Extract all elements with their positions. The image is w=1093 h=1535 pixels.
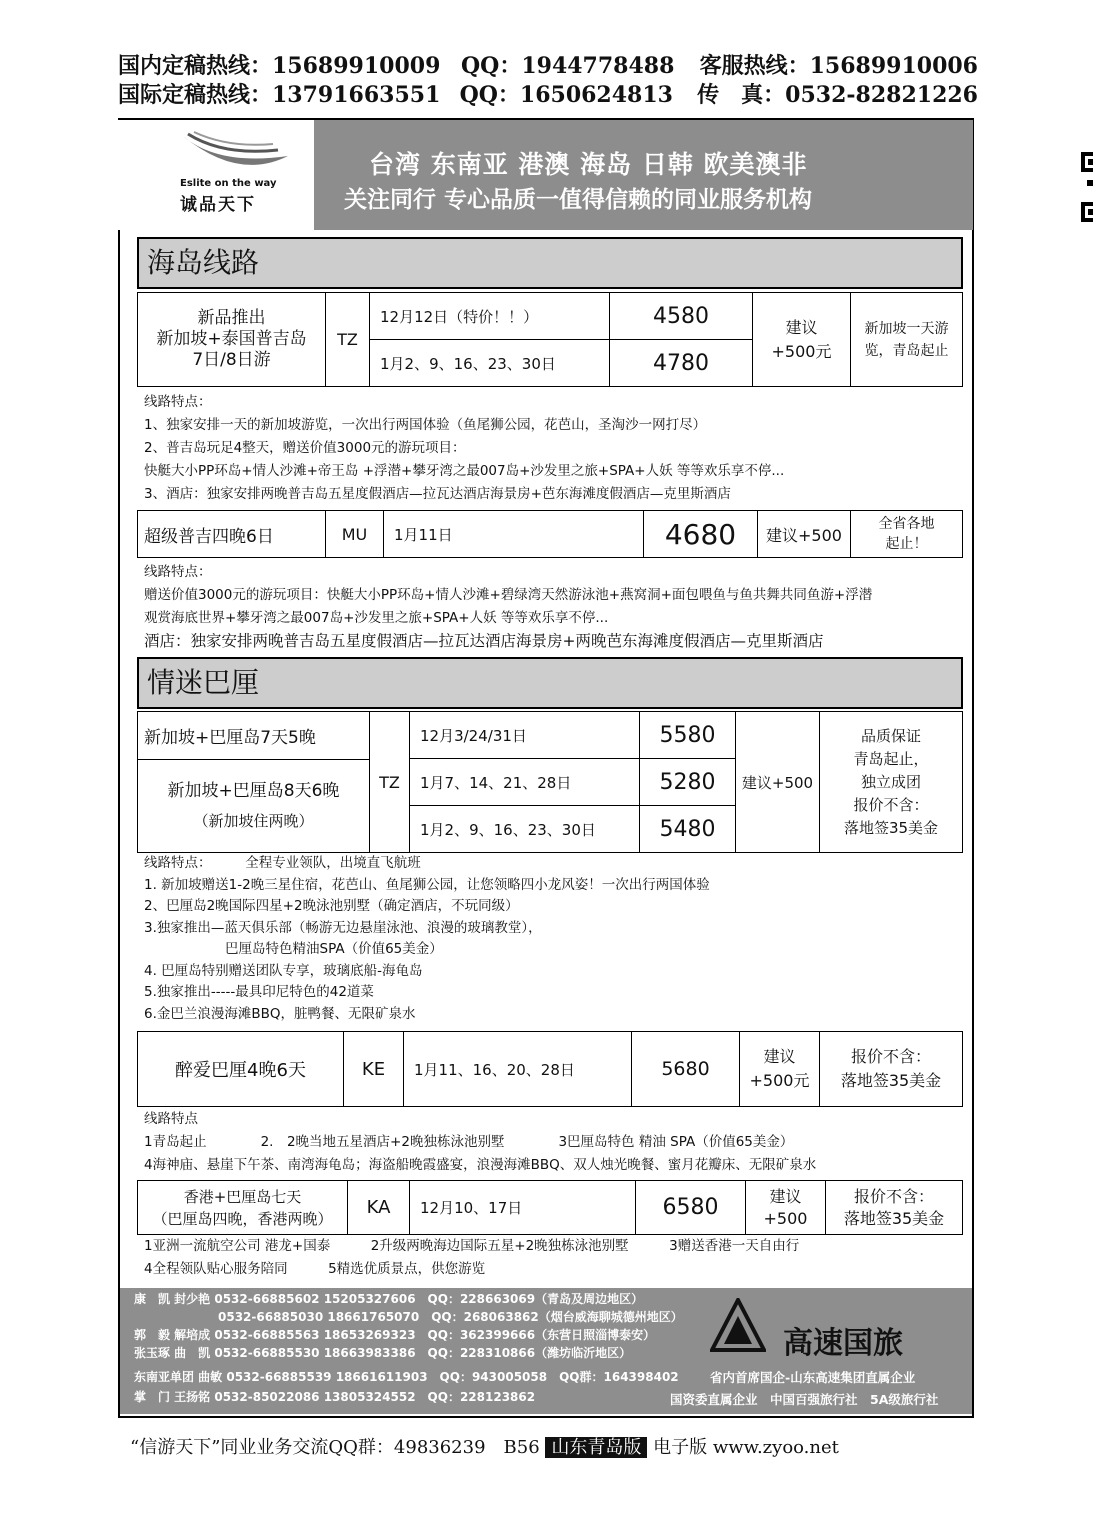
qr-code-icon [1079,150,1093,224]
divider [410,805,736,806]
price: 5280 [640,759,736,805]
suggest-markup: 建议 +500 [746,1181,826,1234]
route-singapore-phuket [137,292,963,387]
departure-date: 1月7、14、21、28日 [410,759,640,805]
hotline-row-2 [118,81,978,110]
contact-line: 东南亚单团 曲敏 0532-66885539 18661611903 QQ：943005058 QQ群：164398402 [134,1370,679,1384]
qq-group-text: “信游天下”同业业务交流QQ群：49836239 B56 [130,1437,540,1458]
company-name: 高速国旅 [783,1326,903,1361]
suggest-markup: 建议 +500元 [740,1032,820,1106]
edition-badge: 山东青岛版 [545,1437,647,1458]
domestic-hotline: 国内定稿热线：15689910009 [118,53,441,79]
price: 6580 [636,1181,746,1234]
airline-code: TZ [326,293,370,386]
airline-code: KA [348,1181,410,1234]
airline-code: TZ [370,712,410,852]
domestic-qq: QQ：1944778488 [461,53,675,79]
fax: 传 真：0532-82821226 [697,82,978,108]
airline-code: MU [326,511,384,557]
route-note: 报价不含： 落地签35美金 [840,1047,942,1090]
section-title-bali: 情迷巴厘 [137,657,963,709]
route-singapore-bali [137,711,963,853]
contact-line: 张玉琢 曲 凯 0532-66885530 18663983386 QQ：228310866（潍坊临沂地区） [134,1346,632,1360]
banner [118,120,973,230]
departure-date: 12月10、17日 [410,1181,636,1234]
route-note: 报价不含： 落地签35美金 [843,1186,945,1228]
logo [118,120,314,230]
departure-date: 1月11、16、20、28日 [404,1032,632,1106]
company-tagline: 国资委直属企业 中国百强旅行社 5A级旅行社 [670,1392,939,1407]
contact-line: 掌 门 王扬铭 0532-85022086 13805324552 QQ：228123862 [134,1390,536,1404]
departure-date: 12月3/24/31日 [410,712,640,758]
airline-code: KE [344,1032,404,1106]
contact-line: 郭 毅 解培成 0532-66885563 18653269323 QQ：362399666（东营日照淄博泰安） [134,1328,656,1342]
price: 4580 [610,293,753,339]
route-note: 全省各地 起止！ [878,516,935,552]
logo-english: Eslite on the way [180,178,277,189]
logo-chinese: 诚品天下 [180,195,256,215]
price: 4680 [644,511,758,557]
banner-slogan-area [314,120,973,230]
section-title-island: 海岛线路 [137,237,963,289]
banner-destinations: 台湾 东南亚 港澳 海岛 日韩 欧美澳非 [369,150,808,179]
company-logo-icon [710,1298,766,1354]
intl-hotline: 国际定稿热线：13791663551 [118,82,441,108]
route-name: 香港+巴厘岛七天 （巴厘岛四晚，香港两晚） [138,1181,348,1234]
suggest-markup: 建议 +500元 [753,293,851,386]
hotlines [118,52,978,110]
departure-date: 12月12日（特价！！） [370,293,610,339]
route-name: 新品推出 新加坡+泰国普吉岛 7日/8日游 [138,293,326,386]
contact-line: 康 凯 封少艳 0532-66885602 15205327606 QQ：228663069（青岛及周边地区） [134,1292,644,1306]
route-super-phuket [137,510,963,558]
website-text: 电子版 www.zyoo.net [653,1437,839,1458]
suggest-markup: 建议+500 [736,712,820,852]
route-hongkong-bali [137,1180,963,1235]
route-features: 线路特点 1青岛起止 2. 2晚当地五星酒店+2晚独栋泳池别墅 3巴厘岛特色 精油 SPA（价值65美金） 4海神庙、悬崖下午茶、南湾海龟岛；海盗船晚霞盛宴，浪漫海滩BBQ、双人烛光晚餐、蜜月花瓣床、无限矿泉水 [144,1111,817,1173]
divider [410,758,736,759]
price: 5580 [640,712,736,758]
wing-logo-icon [178,126,298,186]
route-features: 线路特点： 赠送价值3000元的游玩项目：快艇大小PP环岛+情人沙滩+碧绿湾天然游泳池+燕窝洞+面包喂鱼与鱼共舞共同鱼游+浮潜 观赏海底世界+攀牙湾之最007岛+沙发里之旅+SPA+人妖 等等欢乐享不停... 酒店：独家安排两晚普吉岛五星度假酒店—拉瓦达酒店海景房+两晚芭东海滩度假酒店—克里斯酒店 [144,564,873,650]
price: 4780 [610,340,753,386]
divider [370,339,753,340]
suggest-markup: 建议+500 [758,511,851,557]
departure-date: 1月2、9、16、23、30日 [410,806,640,852]
route-features: 1亚洲一流航空公司 港龙+国泰 2升级两晚海边国际五星+2晚独栋泳池别墅 3赠送香港一天自由行 4全程领队贴心服务陪同 5精选优质景点，供您游览 [144,1238,800,1277]
route-bali-love [137,1031,963,1107]
route-name: 新加坡+巴厘岛8天6晚 （新加坡住两晚） [138,760,370,852]
departure-date: 1月2、9、16、23、30日 [370,340,610,386]
intl-qq: QQ：1650624813 [459,82,673,108]
contact-block [120,1288,972,1414]
price: 5680 [632,1032,740,1106]
departure-date: 1月11日 [384,511,644,557]
company-tagline: 省内首席国企-山东高速集团直属企业 [710,1370,916,1385]
bottom-bar [130,1433,970,1459]
route-features: 线路特点： 全程专业领队，出境直飞航班 1. 新加坡赠送1-2晚三星住宿，花芭山、鱼尾狮公园，让您领略四小龙风姿！一次出行两国体验 2、巴厘岛2晚国际四星+2晚泳池别墅（确定酒店，不玩同级） 3.独家推出—蓝天俱乐部（畅游无边悬崖泳池、浪漫的玻璃教堂）， 巴厘岛特色精油SPA（价值65美金） 4. 巴厘岛特别赠送团队专享，玻璃底船-海龟岛 5.独家推出-----最具印尼特色的42道菜 6.金巴兰浪漫海滩BBQ，脏鸭餐、无限矿泉水 [144,855,710,1022]
hotline-row-1 [118,52,978,81]
route-features: 线路特点： 1、独家安排一天的新加坡游览，一次出行两国体验（鱼尾狮公园，花芭山，圣淘沙一网打尽） 2、普吉岛玩足4整天，赠送价值3000元的游玩项目： 快艇大小PP环岛+情人沙滩+帝王岛 +浮潜+攀牙湾之最007岛+沙发里之旅+SPA+人妖 等等欢乐享不停... 3、酒店：独家安排两晚普吉岛五星度假酒店—拉瓦达酒店海景房+芭东海滩度假酒店—克里斯酒店 [144,394,785,502]
route-name: 醉爱巴厘4晚6天 [138,1032,344,1106]
route-name: 超级普吉四晚6日 [138,511,326,557]
route-note: 新加坡一天游 览，青岛起止 [864,320,949,359]
contact-line: 0532-66885030 18661765070 QQ：268063862（烟台威海聊城德州地区） [134,1310,683,1324]
banner-slogan: 关注同行 专心品质一值得信赖的同业服务机构 [344,187,813,213]
route-name: 新加坡+巴厘岛7天5晚 [138,712,370,759]
route-note: 品质保证 青岛起止， 独立成团 报价不含： 落地签35美金 [843,726,939,837]
price: 5480 [640,806,736,852]
service-hotline: 客服热线：15689910006 [699,53,978,79]
